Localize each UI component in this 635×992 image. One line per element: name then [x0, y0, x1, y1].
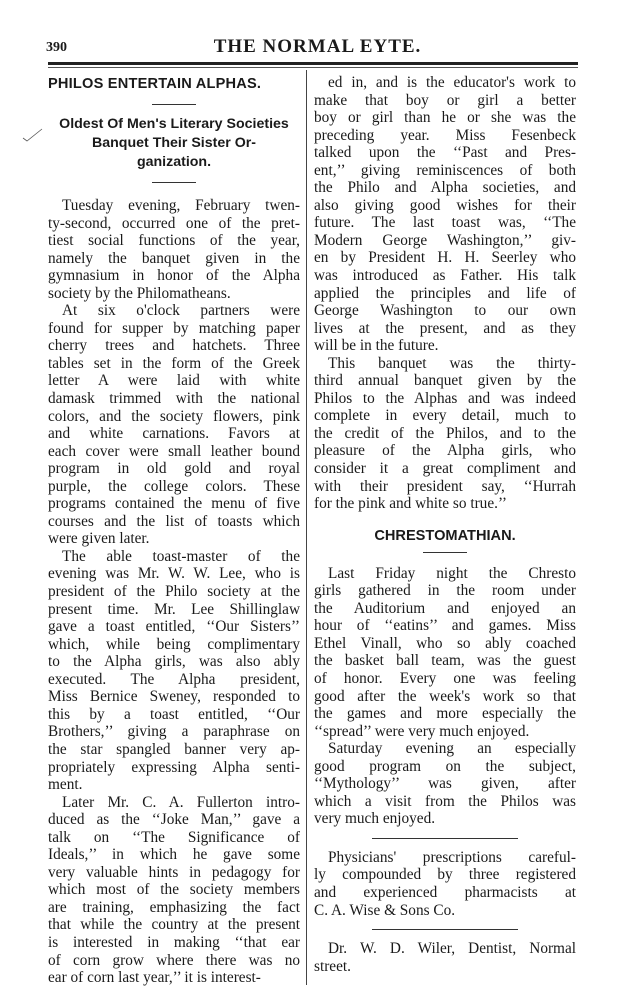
- chresto-body: [314, 565, 576, 828]
- masthead: THE NORMAL EYTE.: [213, 36, 422, 57]
- text-line: is interested in making ‘‘that ear: [48, 933, 300, 951]
- text-line: ment.: [48, 776, 83, 794]
- text-line: boy or girl than he or she was the: [314, 109, 576, 127]
- text-line: make that boy or girl a better: [314, 91, 576, 109]
- text-line: consider it a great compliment and: [314, 460, 576, 478]
- paragraph: [48, 197, 300, 302]
- article-title-philos: PHILOS ENTERTAIN ALPHAS.: [48, 76, 262, 92]
- text-line: cherry trees and hatchets. Three: [48, 337, 300, 355]
- ad-dentist: [314, 940, 576, 975]
- text-line: the Philo and Alpha societies, and: [314, 179, 576, 197]
- text-line: the basket ball team, was the guest: [314, 652, 576, 670]
- text-line: letter A were laid with white: [48, 372, 300, 390]
- text-line: third annual banquet given by the: [314, 372, 576, 390]
- text-line: duced as the ‘‘Joke Man,’’ gave a: [48, 811, 300, 829]
- text-line: programs contained the menu of five: [48, 495, 300, 513]
- text-line: ear of corn last year,’’ it is interest-: [48, 969, 261, 987]
- text-line: damask trimmed with the national: [48, 390, 300, 408]
- text-line: Tuesday evening, February twen-: [62, 197, 300, 214]
- text-line: ‘‘Mythology’’ was given, after: [314, 775, 576, 793]
- text-line: talk on ‘‘The Significance of: [48, 828, 300, 846]
- text-line: found for supper by matching paper: [48, 319, 300, 337]
- text-line: street.: [314, 957, 351, 975]
- paragraph: [48, 302, 300, 548]
- philos-body: [48, 197, 300, 987]
- text-line: to the Alpha girls, was also ably: [48, 653, 300, 671]
- paragraph: [314, 565, 576, 740]
- text-line: and experienced pharmacists at: [314, 883, 576, 901]
- text-line: tiest social functions of the year,: [48, 232, 300, 250]
- text-line: society by the Philomatheans.: [48, 284, 231, 302]
- text-line: the games and more especially the: [314, 705, 576, 723]
- paragraph: [48, 548, 300, 794]
- text-line: Miss Bernice Sweney, responded to: [48, 688, 300, 706]
- text-line: girls gathered in the room under: [314, 582, 576, 600]
- text-line: Ethel Vinall, who so ably coached: [314, 634, 576, 652]
- text-line: en by President H. H. Seerley who: [314, 249, 576, 267]
- text-line: pleasure of the Alpha girls, who: [314, 442, 576, 460]
- header-rule-thin: [48, 67, 578, 68]
- text-line: the credit of the Philos, and to the: [314, 424, 576, 442]
- text-line: propriately expressing Alpha senti-: [48, 758, 300, 776]
- text-line: namely the banquet given in the: [48, 249, 300, 267]
- text-line: this by a toast entitled, ‘‘Our: [48, 705, 300, 723]
- text-line: Brothers,’’ giving a paraphrase on: [48, 723, 300, 741]
- subtitle-line: Banquet Their Sister Or-: [92, 135, 256, 151]
- text-line: Saturday evening an especially: [328, 740, 576, 758]
- subtitle-line: Oldest Of Men's Literary Societies: [59, 116, 289, 132]
- text-line: the Auditorium and enjoyed an: [314, 599, 576, 617]
- text-line: ed in, and is the educator's work to: [328, 74, 576, 91]
- left-column: [48, 74, 300, 987]
- text-line: very valuable hints in pedagogy for: [48, 863, 300, 881]
- text-line: hour of ‘‘eatins’’ and games. Miss: [314, 617, 576, 635]
- text-line: ‘‘spread’’ were very much enjoyed.: [314, 722, 530, 740]
- text-line: good program on the subject,: [314, 757, 576, 775]
- chresto-rule: [423, 552, 467, 553]
- text-line: Philos to the Alphas and was indeed: [314, 389, 576, 407]
- text-line: which most of the society members: [48, 881, 300, 899]
- text-line: of corn grow where there was no: [48, 951, 300, 969]
- text-line: very much enjoyed.: [314, 810, 436, 828]
- paragraph: [314, 355, 576, 513]
- text-line: Modern George Washington,’’ giv-: [314, 231, 576, 249]
- text-line: future. The last toast was, ‘‘The: [314, 214, 576, 232]
- text-line: also giving good wishes for their: [314, 196, 576, 214]
- title-rule: [152, 104, 196, 105]
- text-line: was introduced as Father. His talk: [314, 267, 576, 285]
- text-line: that while the country at the present: [48, 916, 300, 934]
- pencil-check-mark-icon: [22, 128, 44, 142]
- text-line: gymnasium in honor of the Alpha: [48, 267, 300, 285]
- text-line: Dr. W. D. Wiler, Dentist, Normal: [328, 940, 576, 958]
- text-line: courses and the list of toasts which: [48, 512, 300, 530]
- text-line: of honor. Every one was feeling: [314, 669, 576, 687]
- text-line: will be in the future.: [314, 337, 439, 355]
- text-line: This banquet was the thirty-: [328, 354, 576, 372]
- ad-pharmacy: [314, 849, 576, 919]
- article-subtitle: [48, 115, 300, 172]
- paragraph: [314, 74, 576, 355]
- text-line: and white carnations. Favors at: [48, 425, 300, 443]
- text-line: talked upon the ‘‘Past and Pres-: [314, 144, 576, 162]
- text-line: the star spangled banner very ap-: [48, 740, 300, 758]
- text-line: The able toast-master of the: [62, 547, 300, 565]
- text-line: each cover were small leather bound: [48, 442, 300, 460]
- text-line: present time. Mr. Lee Shillinglaw: [48, 600, 300, 618]
- article-title-chrestomathian: CHRESTOMATHIAN.: [374, 527, 516, 544]
- text-line: complete in every detail, much to: [314, 407, 576, 425]
- text-line: evening was Mr. W. W. Lee, who is: [48, 565, 300, 583]
- text-line: president of the Philo society at the: [48, 583, 300, 601]
- text-line: George Washington to our own: [314, 302, 576, 320]
- text-line: Last Friday night the Chresto: [328, 564, 576, 582]
- text-line: tables set in the form of the Greek: [48, 354, 300, 372]
- text-line: good after the week's work so that: [314, 687, 576, 705]
- text-line: Later Mr. C. A. Fullerton intro-: [62, 793, 300, 811]
- paragraph: [314, 849, 576, 919]
- text-line: preceding year. Miss Fesenbeck: [314, 126, 576, 144]
- ad-rule-2: [372, 929, 518, 930]
- text-line: which, while being complimentary: [48, 635, 300, 653]
- text-line: ent,’’ giving reminiscences of both: [314, 161, 576, 179]
- paragraph: [48, 794, 300, 987]
- text-line: At six o'clock partners were: [62, 302, 300, 320]
- paragraph: [314, 940, 576, 975]
- text-line: lives at the present, and as they: [314, 319, 576, 337]
- header-rule: [48, 62, 578, 65]
- text-line: gave a toast entitled, ‘‘Our Sisters’’: [48, 618, 300, 636]
- ad-rule-1: [372, 838, 518, 839]
- philos-continuation: [314, 74, 576, 513]
- text-line: applied the principles and life of: [314, 284, 576, 302]
- text-line: colors, and the society flowers, pink: [48, 407, 300, 425]
- text-line: ty-second, occurred one of the pret-: [48, 214, 300, 232]
- column-divider: [306, 70, 307, 985]
- text-line: for the pink and white so true.’’: [314, 495, 507, 513]
- text-line: executed. The Alpha president,: [48, 670, 300, 688]
- right-column: [314, 74, 576, 975]
- text-line: which a visit from the Philos was: [314, 792, 576, 810]
- paragraph: [314, 740, 576, 828]
- text-line: are training, emphasizing the fact: [48, 898, 300, 916]
- subtitle-line: ganization.: [136, 154, 212, 170]
- text-line: with their president say, ‘‘Hurrah: [314, 477, 576, 495]
- text-line: purple, the college colors. These: [48, 477, 300, 495]
- text-line: were given later.: [48, 530, 150, 548]
- text-line: Physicians' prescriptions careful-: [328, 848, 576, 866]
- subtitle-rule: [152, 182, 196, 183]
- text-line: C. A. Wise & Sons Co.: [314, 901, 456, 919]
- text-line: program in old gold and royal: [48, 460, 300, 478]
- page-number: 390: [46, 40, 67, 55]
- text-line: ly compounded by three registered: [314, 866, 576, 884]
- text-line: Ideals,’’ in which he gave some: [48, 846, 300, 864]
